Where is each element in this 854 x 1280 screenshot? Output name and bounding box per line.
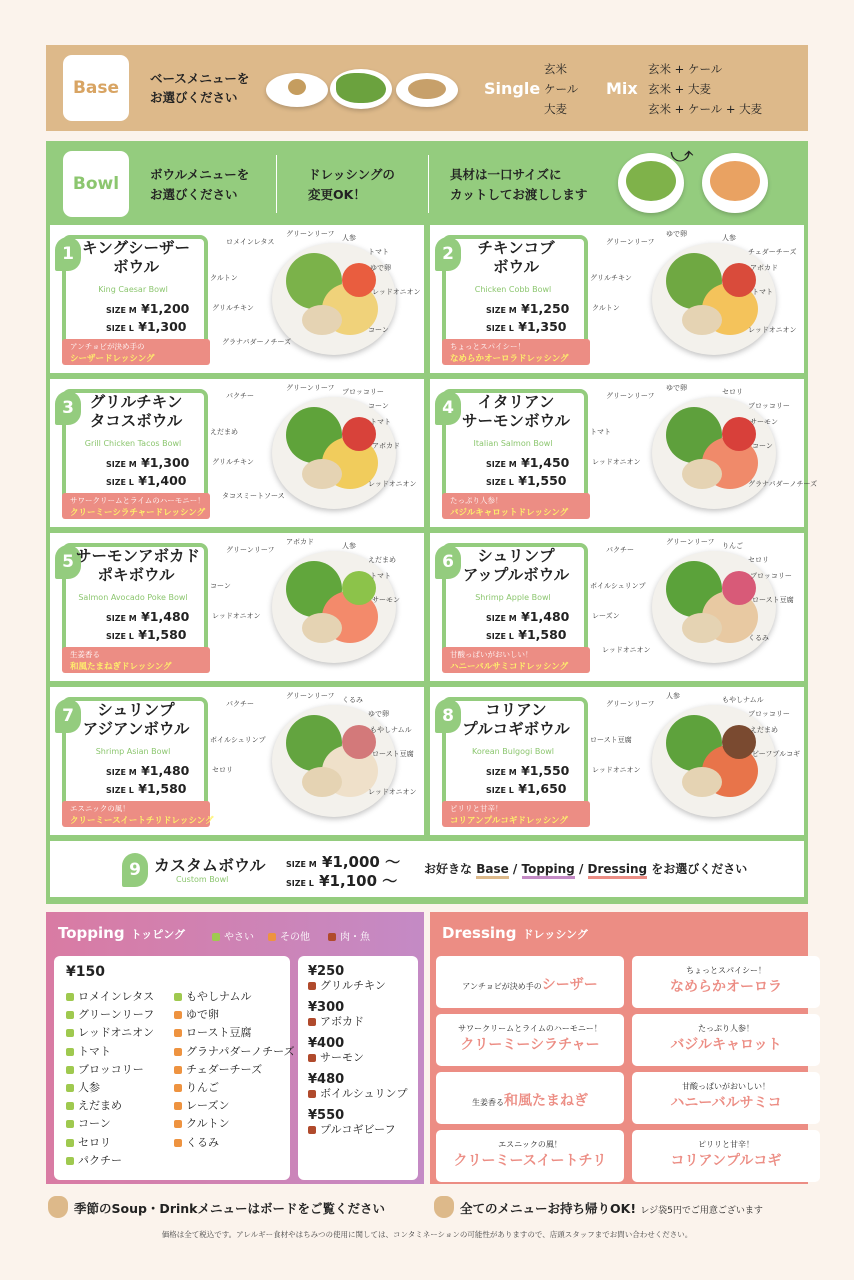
legend-veg: やさい [212, 928, 254, 943]
bowl-name-en: Grill Chicken Tacos Bowl [84, 439, 182, 448]
ingredient-label: ボイルシュリンプ [210, 736, 266, 744]
legend-other: その他 [268, 928, 310, 943]
ingredient-label: くるみ [748, 634, 769, 642]
bowl-name: シュリンプ アップルボウル [462, 547, 570, 584]
topping-col-2 [174, 988, 295, 1152]
bowl-heading-3: 具材は一口サイズに カットしてお渡しします [450, 167, 588, 202]
bowl-icon [48, 1196, 68, 1218]
ingredient-label: グリーンリーフ [606, 392, 655, 400]
ingredient-label: トマト [370, 572, 391, 580]
bowl-number: 2 [435, 237, 461, 271]
single-options [544, 59, 578, 119]
dressing-item[interactable]: サワークリームとライムのハーモニー！ クリーミーシラチャー [436, 1014, 624, 1066]
bowl-prices: SIZE M ¥1,450 SIZE L ¥1,550 [486, 455, 570, 488]
custom-price-l: SIZE L ¥1,100 〜 [286, 872, 398, 890]
bowl-section [46, 141, 818, 904]
bowl-dressing: ピリリと甘辛！ コリアンプルコギドレッシング [442, 801, 590, 827]
single-option: 大麦 [544, 102, 567, 116]
bowl-name: コリアン プルコギボウル [462, 701, 570, 738]
ingredient-label: トマト [370, 418, 391, 426]
bowl-photo [272, 705, 396, 817]
single-option: ケール [544, 82, 579, 96]
premium-topping: ¥250 グリルチキン [308, 964, 386, 992]
ingredient-label: 人参 [722, 234, 736, 242]
ingredient-label: レッドオニオン [748, 326, 797, 334]
price-150: ¥150 [66, 964, 105, 980]
custom-name: カスタムボウル [154, 856, 266, 875]
topping-item: コーン [66, 1115, 154, 1133]
premium-topping: ¥400 サーモン [308, 1036, 364, 1064]
topping-item: えだまめ [66, 1097, 154, 1115]
ingredient-label: トマト [752, 288, 773, 296]
topping-item: りんご [174, 1079, 295, 1097]
ingredient-label: ボイルシュリンプ [590, 582, 646, 590]
ingredient-label: もやしナムル [370, 726, 412, 734]
dressing-item[interactable]: たっぷり人参！ バジルキャロット [632, 1014, 820, 1066]
ingredient-label: もやしナムル [722, 696, 764, 704]
topping-item: くるみ [174, 1134, 295, 1152]
divider [276, 155, 277, 213]
topping-150-box [54, 956, 295, 1180]
bowl-heading-2: ドレッシングの 変更OK！ [308, 167, 395, 202]
ingredient-label: グリーンリーフ [666, 538, 715, 546]
base-section [46, 45, 808, 131]
ingredient-label: りんご [722, 542, 743, 550]
bowl-photo [652, 705, 776, 817]
single-label: Single [484, 79, 541, 98]
ingredient-label: ゆで卵 [666, 230, 687, 238]
dressing-item[interactable]: エスニックの風！ クリーミースイートチリ [436, 1130, 624, 1182]
bowl-card-3[interactable] [50, 379, 424, 527]
premium-topping: ¥480 ボイルシュリンプ [308, 1072, 408, 1100]
ingredient-label: グラナパダーノチーズ [748, 480, 818, 488]
bowl-card-2[interactable] [430, 225, 804, 373]
legend-meat: 肉・魚 [328, 928, 370, 943]
topping-item: トマト [66, 1043, 154, 1061]
dressing-item[interactable]: ちょっとスパイシー！ なめらかオーロラ [632, 956, 820, 1008]
bowl-number: 6 [435, 545, 461, 579]
bowl-name-en: Salmon Avocado Poke Bowl [78, 593, 188, 602]
topping-item: グリーンリーフ [66, 1006, 154, 1024]
dressing-item[interactable]: 生姜香る和風たまねぎ [436, 1072, 624, 1124]
ingredient-label: コーン [210, 582, 231, 590]
bowl-dressing: たっぷり人参！ バジルキャロットドレッシング [442, 493, 590, 519]
mix-option: 玄米 + ケール [648, 62, 723, 76]
base-badge: Base [63, 55, 129, 121]
ingredient-label: レッドオニオン [592, 458, 641, 466]
cut-bowl-image [702, 153, 768, 213]
bowl-name-en: Shrimp Asian Bowl [95, 747, 171, 756]
ingredient-label: クルトン [210, 274, 238, 282]
topping-item: ロースト豆腐 [174, 1024, 295, 1042]
barley-plate-image [396, 73, 458, 107]
bowl-dressing: 甘酸っぱいがおいしい！ ハニーバルサミコドレッシング [442, 647, 590, 673]
ingredient-label: グリルチキン [590, 274, 632, 282]
ingredient-label: セロリ [212, 766, 233, 774]
ingredient-label: ブロッコリー [748, 402, 790, 410]
footer-note: 価格は全て税込です。アレルギー食材やはちみつの使用に関しては、コンタミネーションの可能性がありますので、店頭スタッフまでお問い合わせください。 [161, 1230, 693, 1239]
ingredient-label: コーン [752, 442, 773, 450]
ingredient-label: ロースト豆腐 [590, 736, 632, 744]
ingredient-label: アボカド [372, 442, 400, 450]
ingredient-label: グリーンリーフ [226, 546, 275, 554]
topping-item: ブロッコリー [66, 1061, 154, 1079]
bowl-heading-1: ボウルメニューを お選びください [150, 167, 250, 202]
bowl-name: グリルチキン タコスボウル [89, 393, 183, 430]
ingredient-label: レッドオニオン [602, 646, 651, 654]
topping-item: もやしナムル [174, 988, 295, 1006]
bowl-dressing: ちょっとスパイシー！ なめらかオーロラドレッシング [442, 339, 590, 365]
custom-bowl-card[interactable] [50, 841, 804, 897]
ingredient-label: 人参 [342, 234, 356, 242]
ingredient-label: サーモン [372, 596, 400, 604]
bowl-number: 8 [435, 699, 461, 733]
topping-item: チェダーチーズ [174, 1061, 295, 1079]
bowl-card-8[interactable] [430, 687, 804, 835]
mix-option: 玄米 + 大麦 [648, 82, 711, 96]
ingredient-label: レーズン [592, 612, 620, 620]
ingredient-label: グリーンリーフ [286, 384, 335, 392]
ingredient-label: えだまめ [368, 556, 396, 564]
ingredient-label: グリーンリーフ [606, 700, 655, 708]
ingredient-label: ブロッコリー [750, 572, 792, 580]
ingredient-label: ゆで卵 [666, 384, 687, 392]
ingredient-label: ブロッコリー [342, 388, 384, 396]
bowl-dressing: サワークリームとライムのハーモニー！ クリーミーシラチャードレッシング [62, 493, 210, 519]
ingredient-label: パクチー [226, 700, 254, 708]
bowl-name-en: Italian Salmon Bowl [473, 439, 553, 448]
bowl-name-en: King Caesar Bowl [98, 285, 168, 294]
mix-option: 玄米 + ケール + 大麦 [648, 102, 763, 116]
bowl-name-en: Chicken Cobb Bowl [474, 285, 552, 294]
ingredient-label: クルトン [592, 304, 620, 312]
topping-item: グラナパダーノチーズ [174, 1043, 295, 1061]
bowl-prices: SIZE M ¥1,300 SIZE L ¥1,400 [106, 455, 190, 488]
bowl-photo [272, 397, 396, 509]
bowl-number: 3 [55, 391, 81, 425]
divider [428, 155, 429, 213]
footer-left: 季節のSoup・Drinkメニューはボードをご覧ください [74, 1201, 385, 1216]
bag-icon [434, 1196, 454, 1218]
ingredient-label: アボカド [286, 538, 314, 546]
bowl-name: イタリアン サーモンボウル [461, 393, 571, 430]
custom-instruction: お好きな Base / Topping / Dressing をお選びください [424, 860, 747, 877]
ingredient-label: トマト [368, 248, 389, 256]
ingredient-label: ゆで卵 [368, 710, 389, 718]
bowl-prices: SIZE M ¥1,480 SIZE L ¥1,580 [106, 763, 190, 796]
ingredient-label: グリルチキン [212, 304, 254, 312]
ingredient-label: グリーンリーフ [286, 692, 335, 700]
base-prompt: ベースメニューを お選びください [150, 71, 250, 105]
mix-label: Mix [606, 79, 638, 98]
bowl-card-4[interactable] [430, 379, 818, 527]
bowl-photo [652, 551, 776, 663]
dressing-title: Dressing ドレッシング [442, 924, 588, 942]
bowl-name: チキンコブ ボウル [477, 239, 555, 276]
bowl-photo [272, 551, 396, 663]
bowl-dressing: 生姜香る 和風たまねぎドレッシング [62, 647, 210, 673]
ingredient-label: ブロッコリー [748, 710, 790, 718]
topping-item: ロメインレタス [66, 988, 154, 1006]
bowl-number: 1 [55, 237, 81, 271]
custom-number: 9 [122, 853, 148, 887]
ingredient-label: 人参 [342, 542, 356, 550]
dressing-item[interactable]: ピリリと甘辛！ コリアンプルコギ [632, 1130, 820, 1182]
topping-item: ゆで卵 [174, 1006, 295, 1024]
ingredient-label: チェダーチーズ [748, 248, 797, 256]
bowl-prices: SIZE M ¥1,480 SIZE L ¥1,580 [106, 609, 190, 642]
bowl-name-en: Shrimp Apple Bowl [475, 593, 551, 602]
ingredient-label: タコスミートソース [222, 492, 285, 500]
ingredient-label: コーン [368, 326, 389, 334]
ingredient-label: グラナパダーノチーズ [222, 338, 292, 346]
topping-section [46, 912, 424, 1184]
bowl-photo [652, 397, 776, 509]
bowl-badge: Bowl [63, 151, 129, 217]
ingredient-label: セロリ [748, 556, 769, 564]
ingredient-label: ロースト豆腐 [752, 596, 794, 604]
topping-item: パクチー [66, 1152, 154, 1170]
ingredient-label: パクチー [226, 392, 254, 400]
bowl-card-7[interactable] [50, 687, 424, 835]
bowl-name: シュリンプ アジアンボウル [82, 701, 190, 738]
brown-rice-plate-image [266, 73, 328, 107]
footer-right: 全てのメニューお持ち帰りOK! レジ袋5円でご用意ございます [460, 1201, 763, 1216]
single-option: 玄米 [544, 62, 567, 76]
ingredient-label: レッドオニオン [368, 480, 417, 488]
premium-topping: ¥550 プルコギビーフ [308, 1108, 396, 1136]
bowl-dressing: エスニックの風！ クリーミースイートチリドレッシング [62, 801, 210, 827]
bowl-card-6[interactable] [430, 533, 804, 681]
topping-item: クルトン [174, 1115, 295, 1133]
ingredient-label: グリーンリーフ [286, 230, 335, 238]
bowl-dressing: アンチョビが決め手の シーザードレッシング [62, 339, 210, 365]
ingredient-label: パクチー [606, 546, 634, 554]
dressing-section [430, 912, 808, 1184]
arrow-icon: ⤻ [670, 143, 694, 168]
ingredient-label: レッドオニオン [592, 766, 641, 774]
ingredient-label: えだまめ [750, 726, 778, 734]
bowl-number: 7 [55, 699, 81, 733]
ingredient-label: ビーフプルコギ [752, 750, 801, 758]
bowl-prices: SIZE M ¥1,550 SIZE L ¥1,650 [486, 763, 570, 796]
topping-item: レッドオニオン [66, 1024, 154, 1042]
bowl-name: キングシーザー ボウル [81, 239, 191, 276]
dressing-item[interactable]: アンチョビが決め手のシーザー [436, 956, 624, 1008]
bowl-number: 4 [435, 391, 461, 425]
ingredient-label: トマト [590, 428, 611, 436]
topping-item: 人参 [66, 1079, 154, 1097]
bowl-name-en: Korean Bulgogi Bowl [471, 747, 555, 756]
ingredient-label: えだまめ [210, 428, 238, 436]
ingredient-label: コーン [368, 402, 389, 410]
topping-col-1 [66, 988, 154, 1170]
ingredient-label: ゆで卵 [370, 264, 391, 272]
bowl-photo [652, 243, 776, 355]
ingredient-label: 人参 [666, 692, 680, 700]
bowl-card-1[interactable] [50, 225, 424, 373]
bowl-prices: SIZE M ¥1,250 SIZE L ¥1,350 [486, 301, 570, 334]
ingredient-label: くるみ [342, 696, 363, 704]
ingredient-label: レッドオニオン [212, 612, 261, 620]
mix-options [648, 59, 762, 119]
ingredient-label: グリーンリーフ [606, 238, 655, 246]
custom-price-m: SIZE M ¥1,000 〜 [286, 853, 401, 871]
ingredient-label: ロースト豆腐 [372, 750, 414, 758]
topping-item: セロリ [66, 1134, 154, 1152]
bowl-card-5[interactable] [50, 533, 424, 681]
topping-item: レーズン [174, 1097, 295, 1115]
premium-topping: ¥300 アボカド [308, 1000, 364, 1028]
ingredient-label: レッドオニオン [372, 288, 421, 296]
bowl-number: 5 [55, 545, 81, 579]
ingredient-label: グリルチキン [212, 458, 254, 466]
ingredient-label: レッドオニオン [368, 788, 417, 796]
ingredient-label: サーモン [750, 418, 778, 426]
topping-title: Topping トッピング [58, 924, 186, 942]
ingredient-label: ロメインレタス [226, 238, 275, 246]
bowl-prices: SIZE M ¥1,200 SIZE L ¥1,300 [106, 301, 190, 334]
dressing-item[interactable]: 甘酸っぱいがおいしい！ ハニーバルサミコ [632, 1072, 820, 1124]
ingredient-label: アボカド [750, 264, 778, 272]
topping-premium-box [298, 956, 418, 1180]
kale-plate-image [330, 69, 392, 109]
custom-en: Custom Bowl [176, 875, 229, 884]
bowl-prices: SIZE M ¥1,480 SIZE L ¥1,580 [486, 609, 570, 642]
bowl-name: サーモンアボカド ポキボウル [76, 547, 201, 584]
ingredient-label: セロリ [722, 388, 743, 396]
